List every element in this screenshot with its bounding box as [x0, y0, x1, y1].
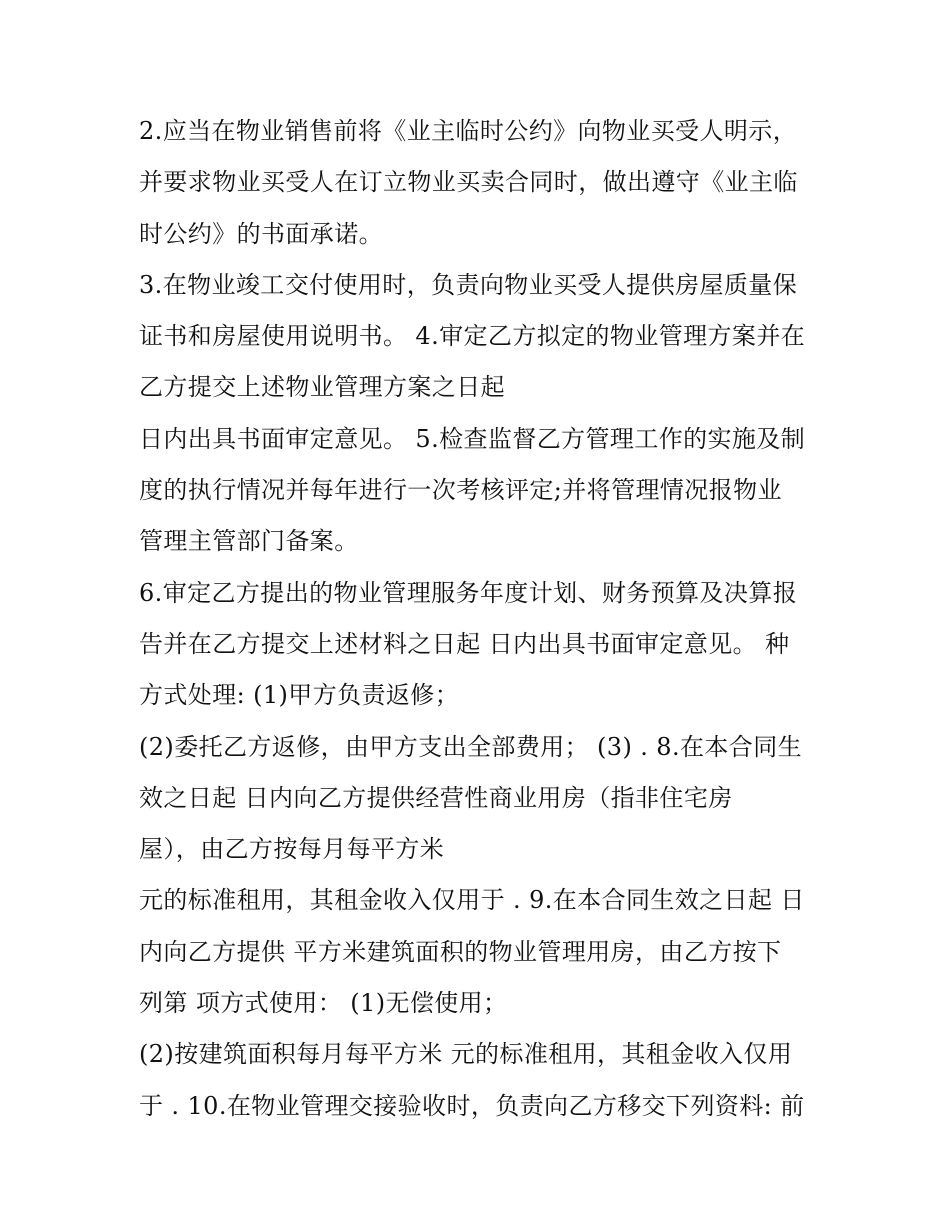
text-line: 3.在物业竣工交付使用时，负责向物业买受人提供房屋质量保 — [139, 270, 798, 299]
contract-text-body — [139, 106, 829, 1132]
text-line: 方式处理: (1)甲方负责返修； — [139, 681, 460, 710]
text-line: 列第 项方式使用： (1)无偿使用； — [139, 989, 508, 1018]
text-line: 时公约》的书面承诺。 — [139, 219, 383, 248]
text-line: 日内出具书面审定意见。 5.检查监督乙方管理工作的实施及制 — [139, 424, 806, 453]
text-line: 内向乙方提供 平方米建筑面积的物业管理用房，由乙方按下 — [139, 937, 782, 966]
text-line: 6.审定乙方提出的物业管理服务年度计划、财务预算及决算报 — [139, 578, 798, 607]
text-line: 证书和房屋使用说明书。 4.审定乙方拟定的物业管理方案并在 — [139, 322, 806, 351]
text-line: 度的执行情况并每年进行一次考核评定;并将管理情况报物业 — [139, 476, 782, 505]
text-line: 屋），由乙方按每月每平方米 — [139, 835, 445, 864]
text-line: 并要求物业买受人在订立物业买卖合同时，做出遵守《业主临 — [139, 168, 798, 197]
text-line: 元的标准租用，其租金收入仅用于 . 9.在本合同生效之日起 日 — [139, 886, 805, 915]
text-line: 于 . 10.在物业管理交接验收时，负责向乙方移交下列资料: 前 — [139, 1091, 805, 1120]
text-line: 告并在乙方提交上述材料之日起 日内出具书面审定意见。 种 — [139, 629, 790, 658]
text-line: 效之日起 日内向乙方提供经营性商业用房（指非住宅房 — [139, 783, 733, 812]
text-line: (2)委托乙方返修，由甲方支出全部费用； (3) . 8.在本合同生 — [139, 732, 803, 761]
text-line: 2.应当在物业销售前将《业主临时公约》向物业买受人明示， — [139, 117, 798, 145]
text-line: 乙方提交上述物业管理方案之日起 — [139, 373, 505, 402]
text-line: (2)按建筑面积每月每平方米 元的标准租用，其租金收入仅用 — [139, 1040, 793, 1069]
text-line: 管理主管部门备案。 — [139, 527, 359, 556]
